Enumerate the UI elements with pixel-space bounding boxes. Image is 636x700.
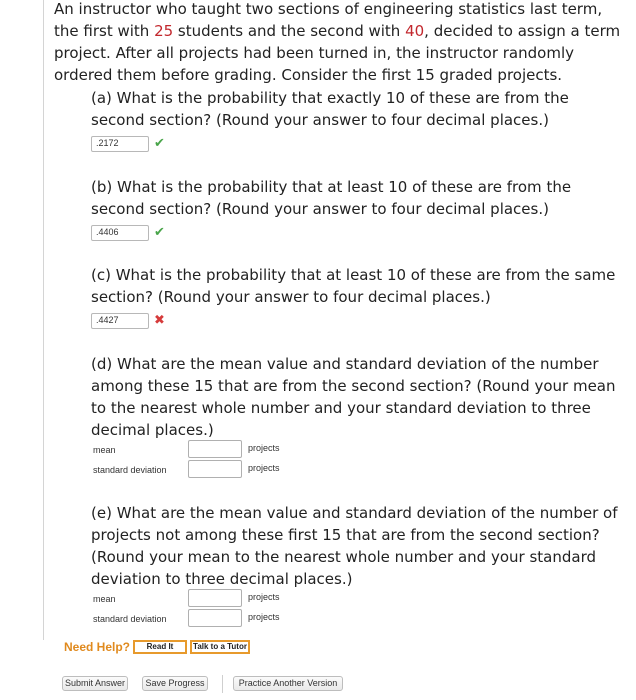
read-it-button[interactable]: Read It (133, 640, 187, 654)
intro-text-3: , decided to assign a term project. After all projects had been turned in, the instructor randomly ordered them before grading. Consider the first 15 graded projects. (54, 22, 621, 84)
d-sd-label: standard deviation (93, 465, 167, 475)
practice-another-version-button[interactable]: Practice Another Version (233, 676, 343, 691)
d-sd-unit: projects (248, 463, 280, 473)
section-two-count: 40 (405, 22, 425, 40)
talk-to-tutor-button[interactable]: Talk to a Tutor (190, 640, 250, 654)
footer-divider (222, 675, 223, 693)
correct-check-icon: ✔ (154, 225, 165, 240)
intro-text-1: An instructor who taught two sections of engineering statistics last term, the first with (54, 0, 603, 40)
need-help-label: Need Help? (64, 640, 131, 654)
e-mean-label: mean (93, 594, 116, 604)
intro-text-2: students and the second with (173, 22, 406, 40)
answer-b-input[interactable] (91, 225, 149, 241)
d-mean-label: mean (93, 445, 116, 455)
e-mean-unit: projects (248, 592, 280, 602)
e-sd-label: standard deviation (93, 614, 167, 624)
problem-statement (54, 0, 629, 86)
incorrect-x-icon: ✖ (154, 313, 165, 328)
e-mean-input[interactable] (188, 589, 242, 607)
d-mean-unit: projects (248, 443, 280, 453)
e-sd-unit: projects (248, 612, 280, 622)
answer-c-input[interactable] (91, 313, 149, 329)
save-progress-button[interactable]: Save Progress (142, 676, 208, 691)
answer-a-value: .2172 (96, 138, 119, 148)
correct-check-icon: ✔ (154, 136, 165, 151)
question-a-text: (a) What is the probability that exactly 10 of these are from the second section? (Round your answer to four decimal places.) (91, 89, 569, 129)
answer-a-input[interactable] (91, 136, 149, 152)
left-border-line (43, 0, 44, 640)
section-one-count: 25 (154, 22, 174, 40)
d-mean-input[interactable] (188, 440, 242, 458)
answer-b-value: .4406 (96, 227, 119, 237)
e-sd-input[interactable] (188, 609, 242, 627)
question-b-text: (b) What is the probability that at least 10 of these are from the second section? (Round your answer to four decimal places.) (91, 178, 572, 218)
d-sd-input[interactable] (188, 460, 242, 478)
question-c-text: (c) What is the probability that at least 10 of these are from the same section? (Round your answer to four decimal places.) (91, 266, 616, 306)
question-e-text: (e) What are the mean value and standard deviation of the number of projects not among these first 15 that are from the second section? (Round your mean to the nearest whole number and your standard deviation to three decimal places.) (91, 504, 618, 588)
question-d-text: (d) What are the mean value and standard deviation of the number among these 15 that are from the second section? (Round your mean to the nearest whole number and your standard deviation to three decimal places.) (91, 355, 616, 439)
submit-answer-button[interactable]: Submit Answer (62, 676, 128, 691)
answer-c-value: .4427 (96, 315, 119, 325)
